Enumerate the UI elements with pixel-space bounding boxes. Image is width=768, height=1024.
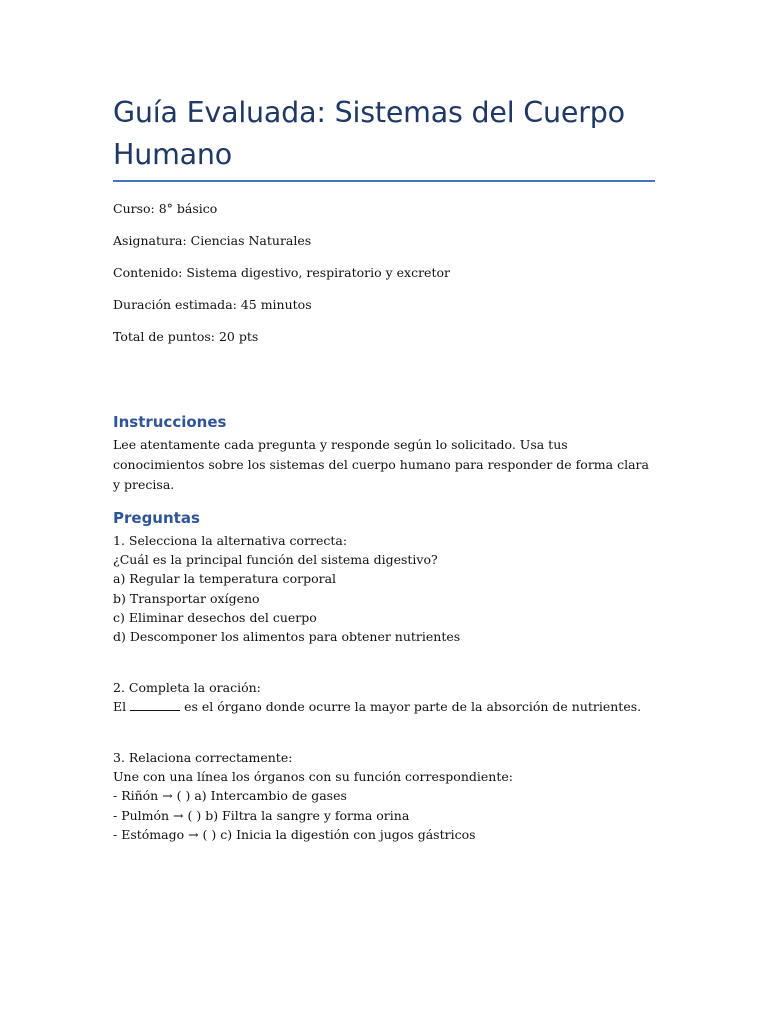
meta-course: Curso: 8° básico xyxy=(113,201,218,216)
question-2-after-blank: es el órgano donde ocurre la mayor parte de la absorción de nutrientes. xyxy=(180,699,642,715)
question-2-prompt: 2. Completa la oración: xyxy=(113,680,261,695)
meta-content: Contenido: Sistema digestivo, respiratorio y excretor xyxy=(113,265,450,280)
question-3-instruction: Une con una línea los órganos con su función correspondiente: xyxy=(113,769,513,785)
match-pair-kidney: - Riñón → ( ) a) Intercambio de gases xyxy=(113,788,347,804)
question-2 xyxy=(113,678,655,716)
question-1-prompt: 1. Selecciona la alternativa correcta: xyxy=(113,533,348,548)
question-3-prompt: 3. Relaciona correctamente: xyxy=(113,750,293,765)
questions-heading: Preguntas xyxy=(113,509,200,527)
document-title: Guía Evaluada: Sistemas del Cuerpo Humano xyxy=(113,96,625,171)
question-1-text: ¿Cuál es la principal función del sistema digestivo? xyxy=(113,552,438,568)
meta-total-points: Total de puntos: 20 pts xyxy=(113,329,259,344)
match-pair-lung: - Pulmón → ( ) b) Filtra la sangre y forma orina xyxy=(113,807,410,823)
question-1 xyxy=(113,531,655,646)
instructions-body xyxy=(113,435,655,495)
question-2-before-blank: El xyxy=(113,699,131,715)
answer-blank xyxy=(130,700,180,711)
meta-duration: Duración estimada: 45 minutos xyxy=(113,297,312,312)
title-underline-divider xyxy=(113,180,655,182)
question-2-sentence xyxy=(113,697,655,716)
question-1-option-a: a) Regular la temperatura corporal xyxy=(113,571,337,587)
question-1-option-d: d) Descomponer los alimentos para obtener nutrientes xyxy=(113,629,461,645)
instructions-text: Lee atentamente cada pregunta y responde según lo solicitado. Usa tus conocimientos sobre los sistemas del cuerpo humano para responder de forma clara y precisa. xyxy=(113,437,649,492)
question-3 xyxy=(113,748,655,844)
document-meta xyxy=(113,200,655,360)
meta-subject: Asignatura: Ciencias Naturales xyxy=(113,233,312,248)
instructions-heading: Instrucciones xyxy=(113,413,227,431)
match-pair-stomach: - Estómago → ( ) c) Inicia la digestión con jugos gástricos xyxy=(113,826,476,842)
question-1-option-b: b) Transportar oxígeno xyxy=(113,590,260,606)
question-1-option-c: c) Eliminar desechos del cuerpo xyxy=(113,609,317,625)
